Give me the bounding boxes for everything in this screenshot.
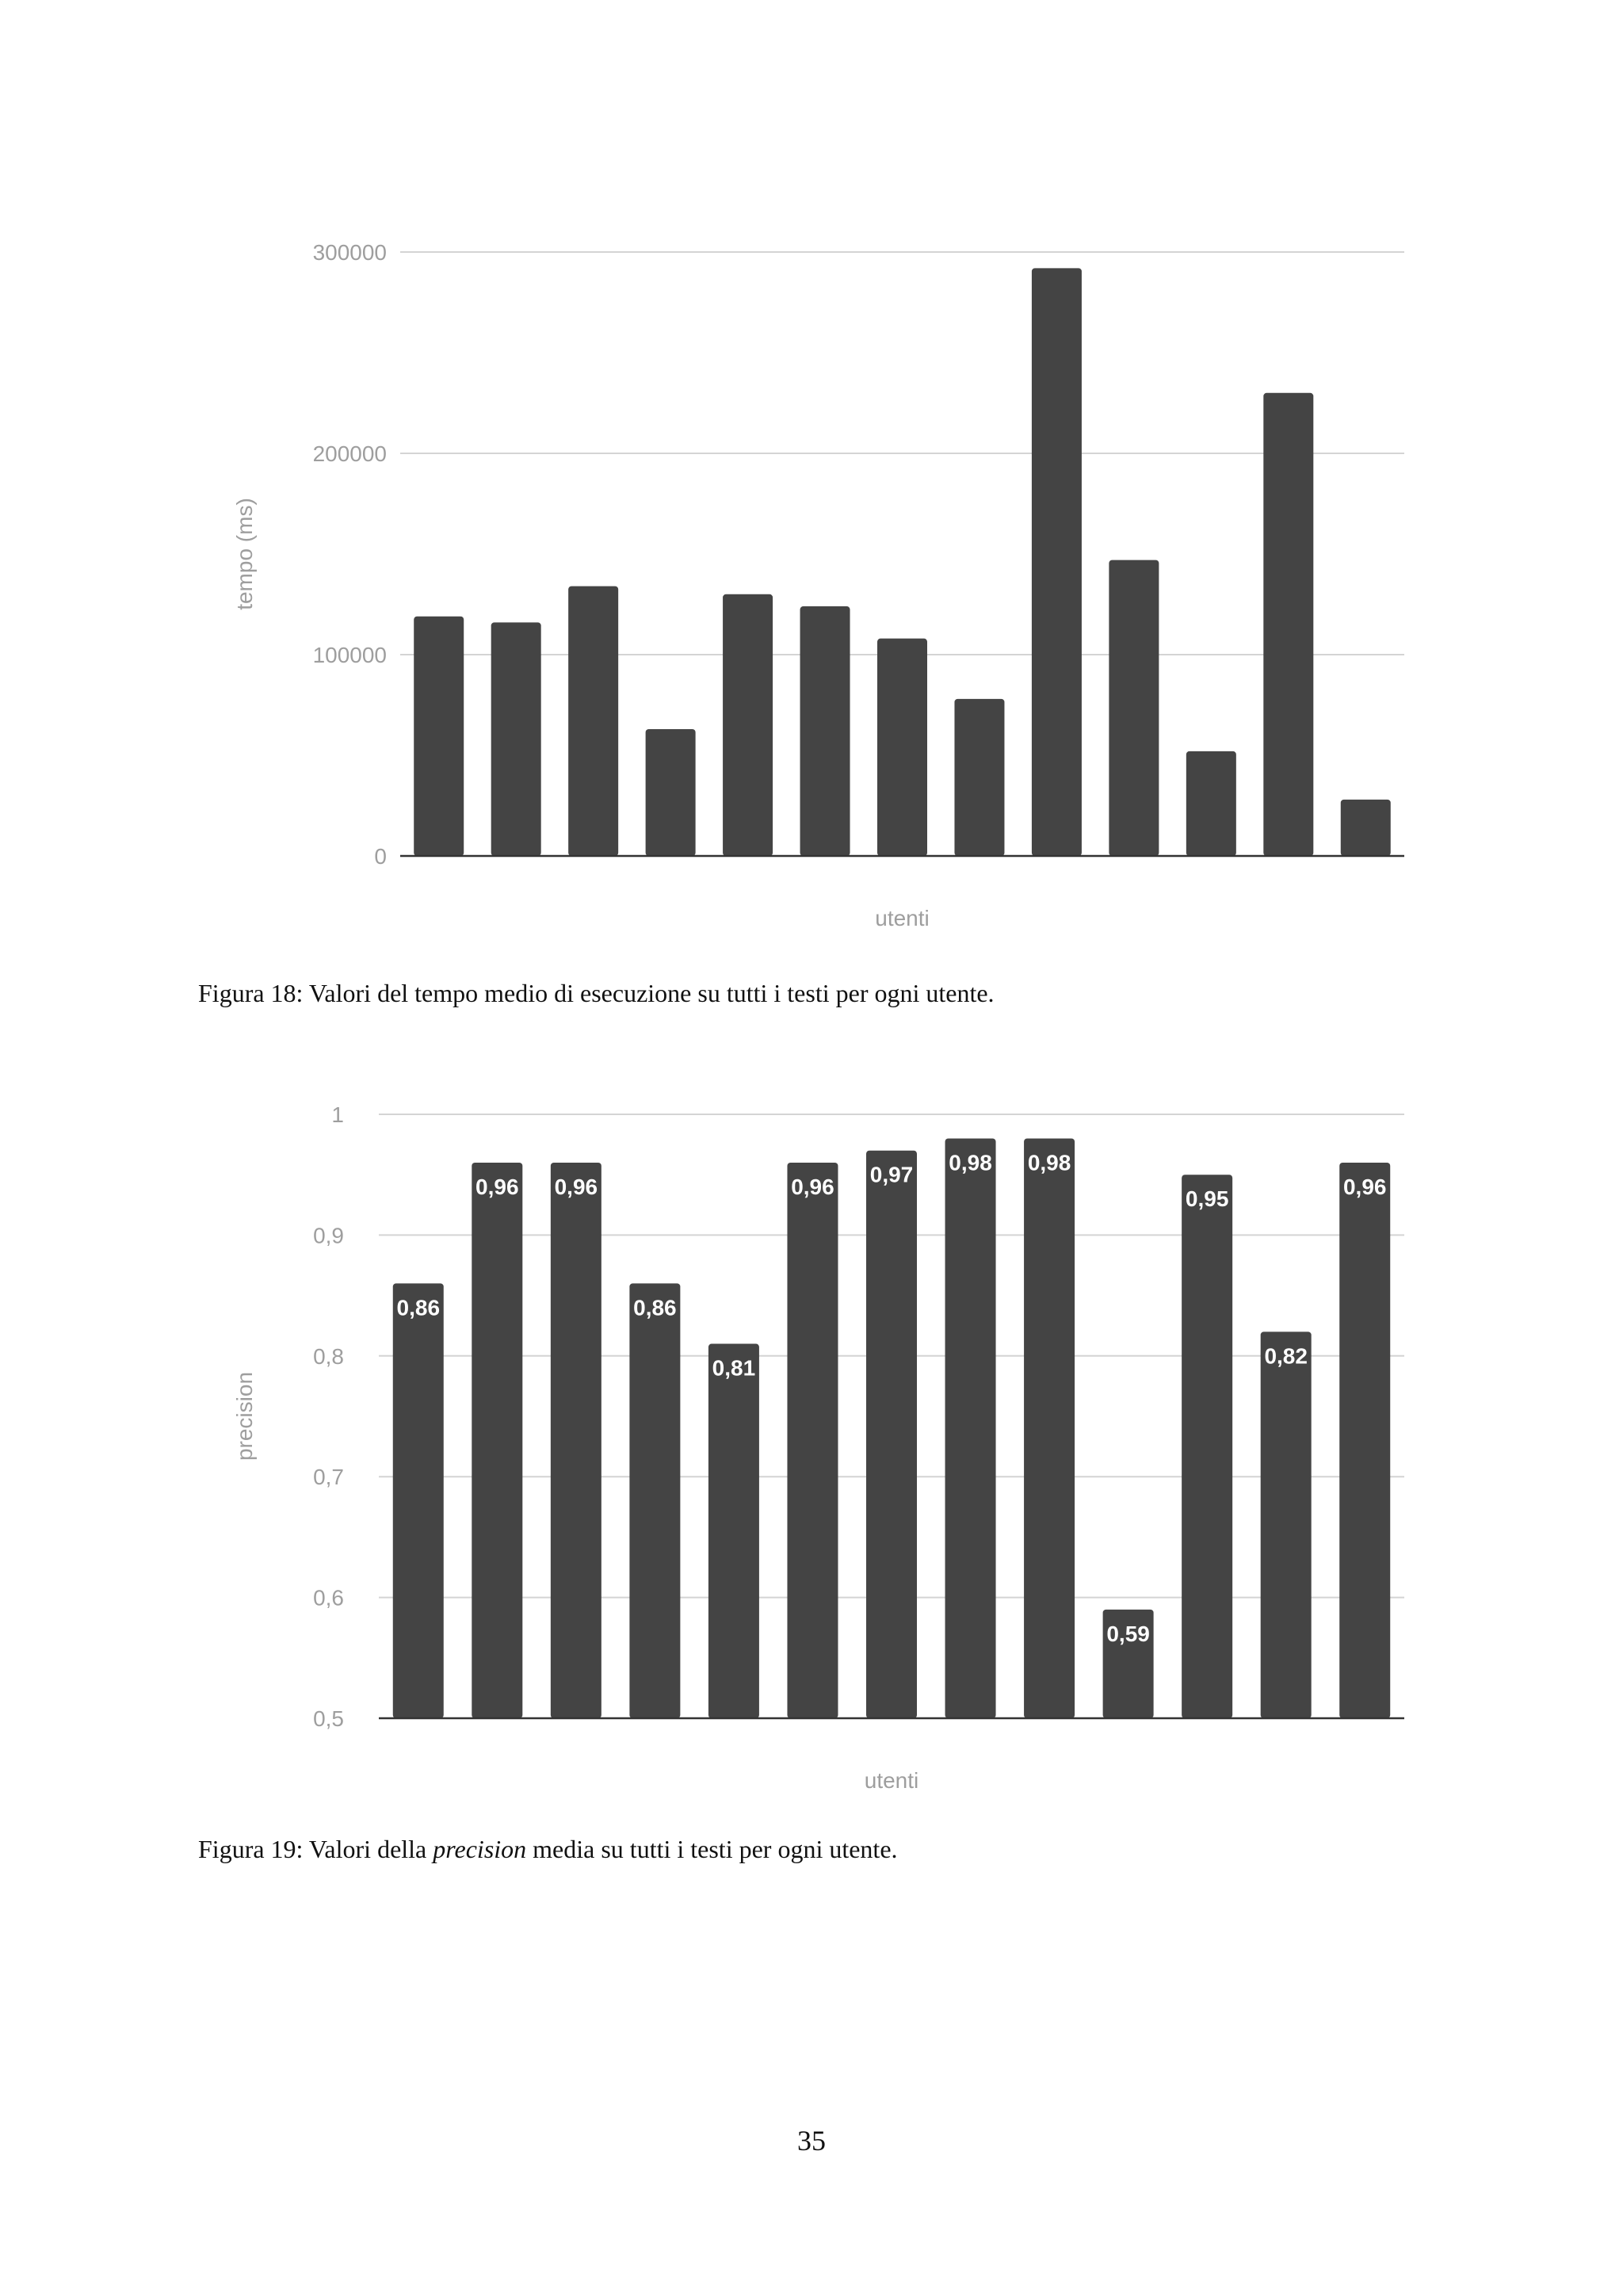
precision-bar	[708, 1344, 759, 1718]
tempo-bar	[1109, 560, 1159, 856]
precision-bar	[866, 1151, 917, 1718]
tempo-bar	[800, 606, 850, 856]
tempo-bar	[723, 594, 773, 856]
precision-data-label: 0,86	[633, 1295, 677, 1320]
tempo-y-tick-label: 300000	[312, 240, 387, 265]
precision-bar	[945, 1138, 996, 1718]
precision-data-label: 0,98	[1027, 1150, 1071, 1175]
precision-data-label: 0,95	[1185, 1186, 1229, 1212]
figure-19-caption-prefix: Figura 19: Valori della	[198, 1835, 433, 1863]
tempo-y-tick-label: 100000	[312, 643, 387, 667]
figure-19-caption	[198, 1835, 898, 1864]
tempo-y-axis-title: tempo (ms)	[232, 498, 257, 610]
figure-19-caption-suffix: media su tutti i testi per ogni utente.	[526, 1835, 898, 1863]
tempo-y-tick-label: 0	[374, 844, 387, 869]
precision-data-label: 0,98	[949, 1150, 992, 1175]
precision-data-label: 0,97	[869, 1162, 914, 1187]
figure-19-caption-italic: precision	[433, 1835, 527, 1863]
tempo-bar	[491, 622, 541, 856]
tempo-y-tick-label: 200000	[312, 441, 387, 466]
precision-bar	[1339, 1163, 1390, 1718]
precision-data-label: 0,81	[712, 1355, 756, 1381]
precision-data-label: 0,96	[1342, 1174, 1387, 1199]
precision-bar	[787, 1163, 838, 1718]
tempo-bar	[877, 639, 927, 856]
precision-bar	[1024, 1138, 1075, 1718]
chart-precision	[0, 1070, 1623, 1799]
precision-bar	[393, 1283, 444, 1718]
figure-18-caption: Figura 18: Valori del tempo medio di esecuzione su tutti i testi per ogni utente.	[198, 979, 995, 1007]
precision-y-tick-label: 1	[331, 1102, 344, 1127]
tempo-bar	[414, 617, 464, 856]
precision-bar	[1182, 1175, 1232, 1718]
tempo-bar	[646, 729, 696, 856]
precision-data-label: 0,96	[791, 1174, 834, 1199]
precision-x-axis-title: utenti	[864, 1768, 919, 1793]
precision-y-tick-label: 0,5	[313, 1706, 344, 1731]
precision-y-axis-title: precision	[232, 1371, 257, 1461]
tempo-bar	[1186, 751, 1236, 856]
precision-data-label: 0,96	[475, 1174, 519, 1199]
precision-data-label: 0,82	[1264, 1343, 1308, 1369]
precision-bar	[551, 1163, 601, 1718]
tempo-bar	[1263, 393, 1313, 856]
tempo-bar	[954, 699, 1004, 856]
precision-y-tick-label: 0,9	[313, 1223, 344, 1248]
precision-y-tick-label: 0,8	[313, 1343, 344, 1369]
page-number: 35	[797, 2125, 826, 2157]
precision-data-label: 0,86	[396, 1295, 441, 1320]
chart-tempo	[0, 214, 1623, 943]
precision-y-tick-label: 0,7	[313, 1465, 344, 1490]
precision-bar	[1261, 1331, 1312, 1718]
tempo-bar	[1032, 268, 1082, 856]
precision-bar	[629, 1283, 680, 1718]
precision-bar	[472, 1163, 522, 1718]
precision-data-label: 0,96	[554, 1174, 598, 1199]
precision-data-label: 0,59	[1106, 1621, 1150, 1646]
precision-y-tick-label: 0,6	[313, 1585, 344, 1610]
tempo-bar	[1341, 800, 1391, 856]
tempo-x-axis-title: utenti	[875, 906, 930, 930]
tempo-bar	[568, 586, 618, 856]
